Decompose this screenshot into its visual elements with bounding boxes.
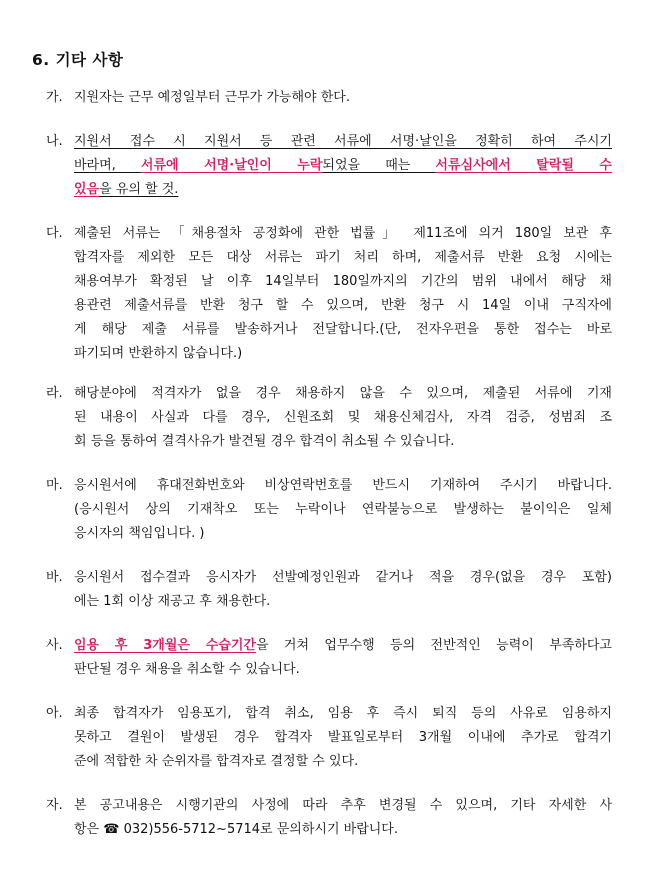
item-line xyxy=(74,130,612,154)
notice-item xyxy=(46,474,612,546)
item-body xyxy=(74,86,612,110)
item-line xyxy=(74,750,612,774)
item-number: 바. xyxy=(46,570,63,585)
item-line xyxy=(74,246,612,270)
item-text: 항은 ☎ 032)556-5712~5714로 문의하시기 바랍니다. xyxy=(74,822,398,837)
item-text: 판단될 경우 채용을 취소할 수 있습니다. xyxy=(74,662,300,677)
item-text: (응시원서 상의 기재착오 또는 누락이나 연락불능으로 발생하는 불이익은 일체 xyxy=(74,502,612,517)
item-body xyxy=(74,634,612,682)
notice-item xyxy=(46,86,612,110)
item-text: 파기되며 반환하지 않습니다.) xyxy=(74,346,243,361)
item-body xyxy=(74,130,612,202)
item-line xyxy=(74,294,612,318)
item-number: 사. xyxy=(46,638,63,653)
item-number: 마. xyxy=(46,478,63,493)
notice-item xyxy=(46,794,612,842)
item-text: 응시원서에 휴대전화번호와 비상연락번호를 반드시 기재하여 주시기 바랍니다. xyxy=(74,478,612,493)
item-line xyxy=(74,406,612,430)
item-line xyxy=(74,342,612,366)
notice-item xyxy=(46,222,612,366)
emphasis-text: 있음 xyxy=(74,182,100,197)
emphasis-text: 서류에 서명·날인이 누락 xyxy=(140,158,323,173)
item-text: 응시원서 접수결과 응시자가 선발예정인원과 같거나 적을 경우(없을 경우 포함) xyxy=(74,570,612,585)
notice-item xyxy=(46,382,612,454)
notice-item xyxy=(46,634,612,682)
notice-item xyxy=(46,566,612,614)
item-text: 채용여부가 확정된 날 이후 14일부터 180일까지의 기간의 범위 내에서 해당 채 xyxy=(74,274,612,289)
item-text: 제출된 서류는 「채용절차 공정화에 관한 법률」 제11조에 의거 180일 보관 후 xyxy=(74,226,612,241)
item-text: 해당분야에 적격자가 없을 경우 채용하지 않을 수 있으며, 제출된 서류에 기재 xyxy=(74,386,612,401)
item-text: 최종 합격자가 임용포기, 합격 취소, 임용 후 즉시 퇴직 등의 사유로 임용하지 xyxy=(74,706,612,721)
item-text: 못하고 결원이 발생된 경우 합격자 발표일로부터 3개월 이내에 추가로 합격기 xyxy=(74,730,612,745)
item-line xyxy=(74,498,612,522)
item-text: 회 등을 통하여 결격사유가 발견될 경우 합격이 취소될 수 있습니다. xyxy=(74,434,455,449)
item-text: 용관련 제출서류를 반환 청구 할 수 있으며, 반환 청구 시 14일 이내 구직자에 xyxy=(74,298,612,313)
item-line xyxy=(74,702,612,726)
item-line xyxy=(74,430,612,454)
item-text: 되었을 때는 xyxy=(322,158,436,173)
item-number: 다. xyxy=(46,226,63,241)
item-line xyxy=(74,270,612,294)
item-line xyxy=(74,794,612,818)
item-text: 을 유의 할 것. xyxy=(99,182,179,197)
item-line xyxy=(74,154,612,178)
notice-item xyxy=(46,130,612,202)
item-text: 합격자를 제외한 모든 대상 서류는 파기 처리 하며, 제출서류 반환 요청 시에는 xyxy=(74,250,612,265)
item-line xyxy=(74,658,612,682)
item-text: 을 거쳐 업무수행 등의 전반적인 능력이 부족하다고 xyxy=(255,638,612,653)
item-body xyxy=(74,794,612,842)
notice-item xyxy=(46,702,612,774)
item-body xyxy=(74,474,612,546)
item-line xyxy=(74,86,612,110)
item-line xyxy=(74,726,612,750)
item-body xyxy=(74,222,612,366)
item-number: 가. xyxy=(46,90,63,105)
item-body xyxy=(74,566,612,614)
item-text: 된 내용이 사실과 다를 경우, 신원조회 및 채용신체검사, 자격 검증, 성범죄 조 xyxy=(74,410,612,425)
item-number: 나. xyxy=(46,134,63,149)
emphasis-text: 서류심사에서 탈락될 수 xyxy=(435,158,612,173)
item-text: 지원자는 근무 예정일부터 근무가 가능해야 한다. xyxy=(74,90,350,105)
section-title: 6. 기타 사항 xyxy=(32,51,124,69)
item-text: 바라며, xyxy=(74,158,141,173)
item-line xyxy=(74,318,612,342)
item-text: 게 해당 제출 서류를 발송하거나 전달합니다.(단, 전자우편을 통한 접수는 바로 xyxy=(74,322,612,337)
item-number: 자. xyxy=(46,798,63,813)
item-body xyxy=(74,702,612,774)
item-line xyxy=(74,634,612,658)
item-line xyxy=(74,178,612,202)
item-line xyxy=(74,222,612,246)
item-text: 준에 적합한 차 순위자를 합격자로 결정할 수 있다. xyxy=(74,754,359,769)
emphasis-text: 임용 후 3개월은 수습기간 xyxy=(74,638,256,653)
item-number: 라. xyxy=(46,386,63,401)
item-text: 지원서 접수 시 지원서 등 관련 서류에 서명·날인을 정확히 하여 주시기 xyxy=(74,134,612,149)
item-line xyxy=(74,566,612,590)
item-line xyxy=(74,474,612,498)
item-line xyxy=(74,818,612,842)
item-text: 본 공고내용은 시행기관의 사정에 따라 추후 변경될 수 있으며, 기타 자세한 사 xyxy=(74,798,612,813)
item-line xyxy=(74,590,612,614)
item-line xyxy=(74,382,612,406)
item-body xyxy=(74,382,612,454)
item-text: 에는 1회 이상 재공고 후 채용한다. xyxy=(74,594,271,609)
item-number: 아. xyxy=(46,706,63,721)
item-text: 응시자의 책임입니다. ) xyxy=(74,526,205,541)
item-line xyxy=(74,522,612,546)
